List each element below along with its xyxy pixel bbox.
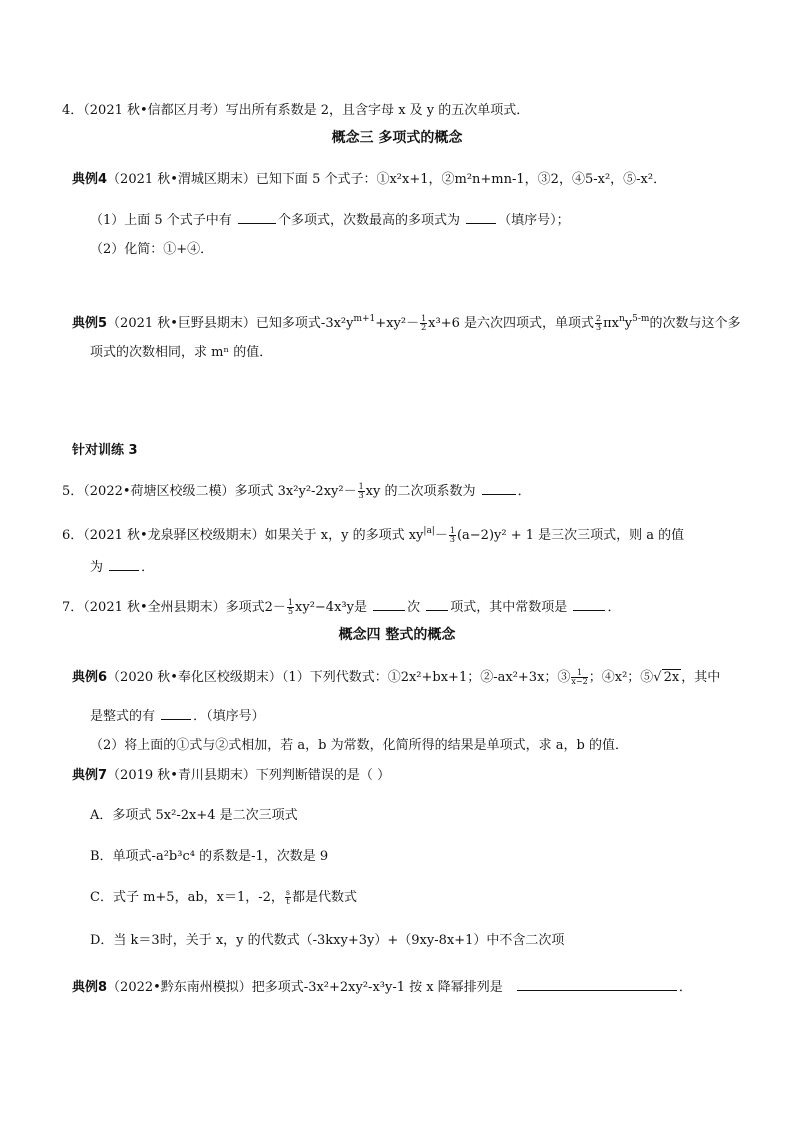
option-d[interactable]: D．当 k＝3时，关于 x，y 的代数式（-3kxy+3y）+（9xy-8x+1）中不含二次项 <box>90 933 565 948</box>
example-5-text-b: +xy²－ <box>375 316 420 331</box>
fraction: $\frac{1}{x-2}$ <box>571 668 588 686</box>
example-5-text-e: y <box>624 316 633 331</box>
answer-blank[interactable] <box>161 706 191 720</box>
fraction: $\frac{1}{5}$ <box>287 598 294 616</box>
answer-blank[interactable] <box>238 210 276 224</box>
example-6-text-b: ；④x²；⑤ <box>588 670 654 685</box>
drill-3-title: 针对训练 3 <box>72 443 138 458</box>
example-6-line3: （2）将上面的①式与②式相加，若 a，b 为常数，化简所得的结果是单项式，求 a，b 的值． <box>90 738 628 753</box>
option-a[interactable]: A．多项式 5x²-2x+4 是二次三项式 <box>90 808 298 823</box>
example-4-intro: （2021 秋•渭城区期末）已知下面 5 个式子： <box>107 172 377 187</box>
example-8-text: （2022•黔东南州模拟）把多项式-3x²+2xy²-x³y-1 按 x 降幂排列是 <box>107 980 503 995</box>
concept-4-title: 概念四 整式的概念 <box>338 627 456 643</box>
question-6-text-a: 6．（2021 秋•龙泉驿区校级期末）如果关于 x，y 的多项式 xy <box>62 528 424 543</box>
example-7-line1 <box>72 767 390 785</box>
answer-blank[interactable] <box>426 597 448 611</box>
fraction: $\frac{1}{3}$ <box>449 526 455 544</box>
exponent: 5-m <box>632 314 650 324</box>
question-4 <box>62 102 529 120</box>
question-7-text-c: 次 <box>407 600 421 615</box>
option-c-text-a: C．式子 m+5，ab，x＝1，-2， <box>90 890 284 905</box>
question-6-line2 <box>90 557 154 577</box>
example-7-intro: （2019 秋•青川县期末）下列判断错误的是（ ） <box>107 768 391 783</box>
example-5-text-f: 的次数与这个多 <box>649 316 741 331</box>
example-6-line2 <box>90 706 265 726</box>
example-5-line2: 项式的次数相同，求 mⁿ 的值． <box>90 345 273 360</box>
example-6-text-c: ，其中 <box>681 670 721 685</box>
answer-blank[interactable] <box>517 977 677 991</box>
answer-blank[interactable] <box>482 481 516 495</box>
exponent: m+1 <box>353 314 376 324</box>
exponent: n <box>619 314 625 324</box>
example-5-label: 典例5 <box>72 316 108 331</box>
fraction: $\frac{s}{t}$ <box>285 888 291 906</box>
example-8-label: 典例8 <box>72 980 108 995</box>
example-6-text-a: （2020 秋•奉化区校级期末）（1）下列代数式：①2x²+bx+1；②-ax²+3x；③ <box>107 670 571 685</box>
question-6-text-d: 为 <box>90 560 104 575</box>
answer-blank[interactable] <box>109 557 139 571</box>
question-5-text-c: ． <box>517 484 531 499</box>
answer-blank[interactable] <box>466 210 496 224</box>
example-8 <box>72 977 692 997</box>
example-4-part1-text-b: 个多项式，次数最高的多项式为 <box>277 213 460 228</box>
example-5-line1 <box>72 310 740 333</box>
option-b[interactable]: B．单项式-a²b³c⁴ 的系数是-1，次数是 9 <box>90 849 329 864</box>
question-7-text-e: ． <box>607 600 621 615</box>
question-6-text-e: ． <box>141 560 155 575</box>
example-4-part1-text-c: （填序号）； <box>498 213 570 228</box>
fraction: $\frac{2}{3}$ <box>596 314 602 332</box>
example-5-text-a: （2021 秋•巨野县期末）已知多项式-3x²y <box>107 316 354 331</box>
example-4-part2: （2）化简：①+④． <box>90 242 214 257</box>
example-5-text-d: πx <box>603 316 619 331</box>
example-7-label: 典例7 <box>72 768 108 783</box>
example-6-label: 典例6 <box>72 670 108 685</box>
example-4-items: ①x²x+1，②m²n+mn-1，③2，④5-x²，⑤-x²． <box>376 172 667 187</box>
example-4-part1-text-a: （1）上面 5 个式子中有 <box>90 213 232 228</box>
question-7-text-d: 项式，其中常数项是 <box>450 600 568 615</box>
question-7-text-a: 7．（2021 秋•全州县期末）多项式2－ <box>62 600 286 615</box>
question-6-text-b: － <box>434 528 448 543</box>
question-6-text-c: (a−2)y² + 1 是三次三项式，则 a 的值 <box>456 528 685 543</box>
example-4-line1 <box>72 171 666 189</box>
question-7-text-b: xy²−4x³y是 <box>295 600 367 615</box>
question-6-line1 <box>62 522 684 545</box>
question-7 <box>62 597 620 617</box>
exponent: |a| <box>423 526 435 536</box>
fraction: $\frac{1}{2}$ <box>421 314 427 332</box>
option-c[interactable] <box>90 889 357 907</box>
question-4-text: 4．（2021 秋•信都区月考）写出所有系数是 2，且含字母 x 及 y 的五次单项式． <box>62 103 530 118</box>
answer-blank[interactable] <box>573 597 605 611</box>
concept-3-title: 概念三 多项式的概念 <box>331 130 463 146</box>
example-8-end: ． <box>678 980 692 995</box>
example-5-text-c: x³+6 是六次四项式，单项式 <box>428 316 595 331</box>
fraction: $\frac{1}{3}$ <box>358 482 364 500</box>
example-6-line1 <box>72 669 720 687</box>
example-4-part1 <box>90 210 570 230</box>
question-5-text-a: 5．（2022•荷塘区校级二模）多项式 3x²y²-2xy²－ <box>62 484 357 499</box>
question-5 <box>62 481 531 501</box>
example-4-label: 典例4 <box>72 172 108 187</box>
question-5-text-b: xy 的二次项系数为 <box>365 484 476 499</box>
example-6-text-e: ．（填序号） <box>193 709 265 724</box>
example-6-text-d: 是整式的有 <box>90 709 156 724</box>
square-root: √ 2x <box>653 670 680 685</box>
option-c-text-b: 都是代数式 <box>292 890 358 905</box>
answer-blank[interactable] <box>373 597 405 611</box>
